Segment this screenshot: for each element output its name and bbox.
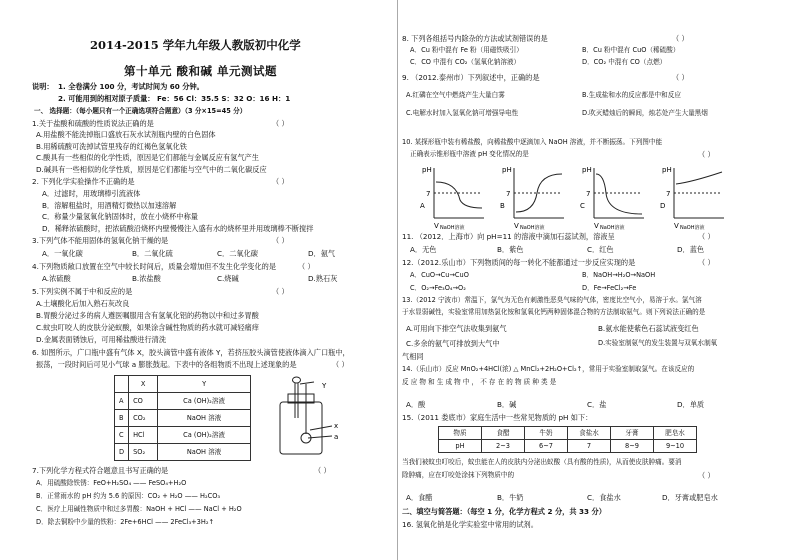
table-row [115,427,251,444]
table-cell: 9~10 [654,440,697,453]
q15-desc-line-2: 除肿痛，应在叮咬处涂抹下列物质中的 [402,471,515,479]
q2-option-c: C．称量少量氢氧化钠固体时，放在小烧杯中称量 [42,212,198,221]
q8-option-a: A．Cu 粉中混有 Fe 粉（用磁铁吸引） [410,46,523,54]
table-row [115,444,251,461]
q12-option-d: D．Fe→FeCl₂→Fe [582,284,637,292]
section-1-heading: 一、 选择题：（每小题只有一个正确选项符合题意）（3 分×15=45 分） [34,107,247,115]
q3-stem: 3.下列气体不能用固体的氢氧化钠干燥的是 [32,236,169,245]
table-header-cell [115,376,129,393]
table-cell: 8~9 [611,440,654,453]
table-header-row [115,376,251,393]
q3-option-c: C．二氧化碳 [217,249,258,258]
q15-option-c: C．食盐水 [587,493,621,502]
q12-paren: （ ） [698,258,715,267]
q7-paren: （ ） [314,466,331,475]
q14-option-c: C．盐 [587,400,607,409]
q11-option-b: B．紫色 [497,245,524,254]
table-cell: pH [439,440,482,453]
q3-option-a: A．一氧化碳 [42,249,83,258]
table-cell: CO₂ [129,410,158,427]
fig-label-y: Y [322,382,327,390]
q1-option-b: B.用稀硫酸可洗掉试管里残存的红褐色氢氧化铁 [36,142,187,151]
graph-label: B [500,202,505,210]
q8-option-b: B．Cu 粉中混有 CuO（稀硫酸） [582,46,680,54]
q11-stem: 11. （2012．上海市）向 pH=11 的溶液中滴加石蕊试剂，溶液呈 [402,232,615,241]
q15-desc-line-1: 当我们被蚊虫叮咬后，蚊虫能在人的皮肤内分泌出蚁酸（具有酸的性质)，从而使皮肤肿痛。要消 [402,458,682,466]
q7-option-c: C．医疗上用碱性物质中和过多胃酸：NaOH + HCl —— NaCl + H₂O [36,505,242,513]
q6-stem-line-2: 振荡，一段时间后可见小气球 a 膨胀鼓起。下表中的各组物质不出现上述现象的是 [36,360,297,369]
page-title: 2014-2015 学年九年级人教版初中化学 [90,38,301,52]
q4-option-b: B.浓盐酸 [132,274,161,283]
axis-v: V [434,222,439,230]
q3-paren: （ ） [272,236,289,245]
q4-paren: （ ） [298,262,315,271]
q14-option-d: D．单质 [677,400,705,409]
q1-option-d: D.碱具有一些相似的化学性质，原因是它们都能与空气中的二氧化碳反应 [36,165,267,174]
q13-option-a: A.可用向下排空气法收集到氨气 [406,324,507,333]
q6-table [114,375,251,461]
q2-option-b: B．溶解粗盐时，用酒精灯微热以加速溶解 [42,201,177,210]
axis-ph: pH [502,166,512,174]
q9-paren: （ ） [672,73,689,82]
axis-seven: 7 [426,190,431,198]
q10-stem-line-2: 正确表示锥形瓶中溶液 pH 变化情况的是 [410,150,529,158]
q8-stem: 8. 下列各组括号内除杂的方法或试剂错误的是 [402,34,548,43]
table-cell: Ca (OH)₂溶液 [158,427,251,444]
table-cell: CO [129,393,158,410]
q15-stem: 15.（2011 娄底市）家庭生活中一些常见物质的 pH 如下： [402,413,593,422]
q6-stem-line-1: 6. 如图所示，广口瓶中盛有气体 X，胶头滴管中盛有液体 Y，若挤压胶头滴管使液体滴入广口瓶中， [32,348,350,357]
table-cell: D [115,444,129,461]
q5-stem: 5.下列实例不属于中和反应的是 [32,287,133,296]
q11-option-c: C．红色 [587,245,614,254]
q5-option-a: A.土壤酸化后加入熟石灰改良 [36,299,130,308]
q15-option-b: B．牛奶 [497,493,524,502]
q1-option-a: A.用盐酸不能洗掉瓶口盛放石灰水试剂瓶内壁的白色固体 [36,130,216,139]
table-cell: 肥皂水 [654,427,697,440]
axis-vsub: NaOH溶液 [680,225,705,231]
q8-option-c: C．CO 中混有 CO₂（氢氧化钠溶液） [410,58,521,66]
axis-seven: 7 [586,190,591,198]
q4-option-a: A.浓硫酸 [42,274,71,283]
q12-option-b: B．NaOH→H₂O→NaOH [582,271,656,279]
q3-option-d: D．氨气 [308,249,336,258]
q8-option-d: D．CO₂ 中混有 CO（点燃） [582,58,667,66]
column-divider [397,0,398,560]
table-row [115,410,251,427]
q15-ph-table [438,426,697,453]
q13-stem-line-2: 于水显弱碱性，实验室常用加热氯化铵和氢氧化钙两种固体混合物的方法制取氨气。则下列说法正确的是 [402,308,706,316]
table-cell: C [115,427,129,444]
q1-option-c: C.酸具有一些相似的化学性质，原因是它们都能与金属反应有氢气产生 [36,153,259,162]
q5-option-d: D.金属表面锈蚀后，可用稀盐酸进行清洗 [36,335,167,344]
q2-stem: 2. 下列化学实验操作不正确的是 [32,177,135,186]
table-cell: B [115,410,129,427]
q10-stem-line-1: 10. 某探形瓶中装有稀盐酸，向稀盐酸中逐滴加入 NaOH 溶液，并不断振荡。下列图中能 [402,138,663,146]
q2-option-a: A．过滤时，用玻璃棒引流液体 [42,189,141,198]
table-row [439,440,697,453]
q14-stem-line-1: 14.（乐山市）反应 MnO₂+4HCl(浓) △ MnCl₂+2H₂O+Cl₂↑，常用于实验室制取氯气。在该反应的 [402,365,695,373]
table-cell: 食盐水 [568,427,611,440]
section-2-heading: 二、填空与简答题：（每空 1 分，化学方程式 2 分，共 33 分） [402,507,606,516]
graph-label: D [660,202,666,210]
flask-apparatus-figure [262,374,342,460]
q12-option-c: C．O₂→Fe₃O₄→O₂ [410,284,466,292]
axis-vsub: NaOH溶液 [440,225,465,231]
q15-paren: （ ） [698,471,715,480]
q14-option-b: B．碱 [497,400,517,409]
q4-stem: 4.下列物质敞口放置在空气中较长时间后，质量会增加但不发生化学变化的是 [32,262,277,271]
q5-option-b: B.胃酸分泌过多的病人遵医嘱服用含有氢氧化铝的药物以中和过多胃酸 [36,311,259,320]
table-cell: A [115,393,129,410]
q9-option-b: B.生成盐和水的反应都是中和反应 [582,91,681,99]
q15-option-d: D．牙膏或肥皂水 [662,493,718,502]
q16-stem: 16. 氢氧化钠是化学实验室中常用的试剂。 [402,520,538,529]
q4-option-d: D.熟石灰 [308,274,338,283]
q13-option-b: B.氨水能使紫色石蕊试液变红色 [598,324,699,333]
table-cell: 牛奶 [525,427,568,440]
q10-paren: （ ） [698,150,715,159]
graph-b [500,166,564,231]
axis-v: V [514,222,519,230]
table-cell: 6~7 [525,440,568,453]
q3-option-b: B．二氧化硫 [132,249,173,258]
q4-option-c: C.烧碱 [217,274,239,283]
q12-option-a: A．CuO→Cu→CuO [410,271,469,279]
q9-option-a: A.红磷在空气中燃烧产生大量白雾 [406,91,505,99]
table-cell: NaOH 溶液 [158,444,251,461]
axis-vsub: NaOH溶液 [520,225,545,231]
q2-paren: （ ） [272,177,289,186]
axis-ph: pH [582,166,592,174]
q9-option-d: D.吹灭蜡烛后的瞬间，烛芯处产生大量黑烟 [582,109,708,117]
q7-option-d: D．除去铜粉中少量的铁粉：2Fe+6HCl —— 2FeCl₃+3H₂↑ [36,518,214,526]
axis-v: V [594,222,599,230]
intro-line-2: 2. 可能用到的相对原子质量： Fe：56 Cl：35.5 S：32 O：16 H：1 [58,94,291,103]
table-cell: 2~3 [482,440,525,453]
q8-paren: （ ） [672,34,689,43]
graph-d [660,166,724,231]
q1-stem: 1.关于盐酸和硫酸的性质说法正确的是 [32,119,154,128]
axis-ph: pH [662,166,672,174]
q9-stem: 9. （2012.泰州市）下列叙述中，正确的是 [402,73,540,82]
q5-paren: （ ） [272,287,289,296]
table-header-cell: Y [158,376,251,393]
axis-ph: pH [422,166,432,174]
axis-seven: 7 [506,190,511,198]
q5-option-c: C.蚊虫叮咬人的皮肤分泌蚁酸，如果涂含碱性物质的药水就可减轻痛痒 [36,323,259,332]
table-cell: 食醋 [482,427,525,440]
table-cell: SO₂ [129,444,158,461]
q2-option-d: D．稀释浓硫酸时，把浓硫酸沿烧杯内壁慢慢注入盛有水的烧杯里并用玻璃棒不断搅拌 [42,224,314,233]
q13-option-d: D.实验室制氨气的发生装置与双氧水制氧 [598,339,718,347]
table-cell: Ca (OH)₂溶液 [158,393,251,410]
graph-label: A [420,202,425,210]
q11-option-d: D．蓝色 [677,245,705,254]
axis-seven: 7 [666,190,671,198]
q1-paren: （ ） [272,119,289,128]
q7-option-a: A．用硫酸除铁锈：FeO+H₂SO₄ —— FeSO₄+H₂O [36,479,187,487]
intro-label: 说明： [32,82,54,91]
graph-a [420,166,484,231]
q7-option-b: B．正常雨水的 pH 约为 5.6 的原因：CO₂ + H₂O —— H₂CO₃ [36,492,221,500]
q6-paren: （ ） [332,360,349,369]
table-cell: HCl [129,427,158,444]
q13-option-c: C.多余的氨气可排放到大气中 [406,339,500,348]
q13-option-d-cont: 气相同 [402,352,424,361]
table-cell: NaOH 溶液 [158,410,251,427]
q7-stem: 7.下列化学方程式符合题意且书写正确的是 [32,466,169,475]
fig-label-x: x [334,422,339,430]
q11-option-a: A．无色 [410,245,437,254]
table-header-cell: X [129,376,158,393]
intro-line-1: 1. 全卷满分 100 分，考试时间为 60 分钟。 [58,82,204,91]
fig-label-a: a [334,433,339,441]
q12-stem: 12.（2012.乐山市）下列物质间的每一转化不能都通过一步反应实现的是 [402,258,636,267]
table-cell: 牙膏 [611,427,654,440]
q15-option-a: A．食醋 [406,493,433,502]
axis-vsub: NaOH溶液 [600,225,625,231]
q14-stem-line-2: 反 应 物 和 生 成 物 中 ， 不 存 在 的 物 质 种 类 是 [402,378,557,386]
q9-option-c: C.电解水时加入氢氧化钠可增强导电性 [406,109,519,117]
q13-stem-line-1: 13.（2012 宁波市）常温下，氯气为无色有刺激性恶臭气味的气体，密度比空气小，易溶于水。氯气溶 [402,296,702,304]
table-row [115,393,251,410]
page-subtitle: 第十单元 酸和碱 单元测试题 [124,64,278,78]
q14-option-a: A．酸 [406,400,426,409]
axis-v: V [674,222,679,230]
graph-c [580,166,644,231]
graph-label: C [580,202,585,210]
q10-ph-graphs [422,160,742,230]
table-cell: 7 [568,440,611,453]
table-row [439,427,697,440]
q11-paren: （ ） [698,232,715,241]
table-cell: 物质 [439,427,482,440]
